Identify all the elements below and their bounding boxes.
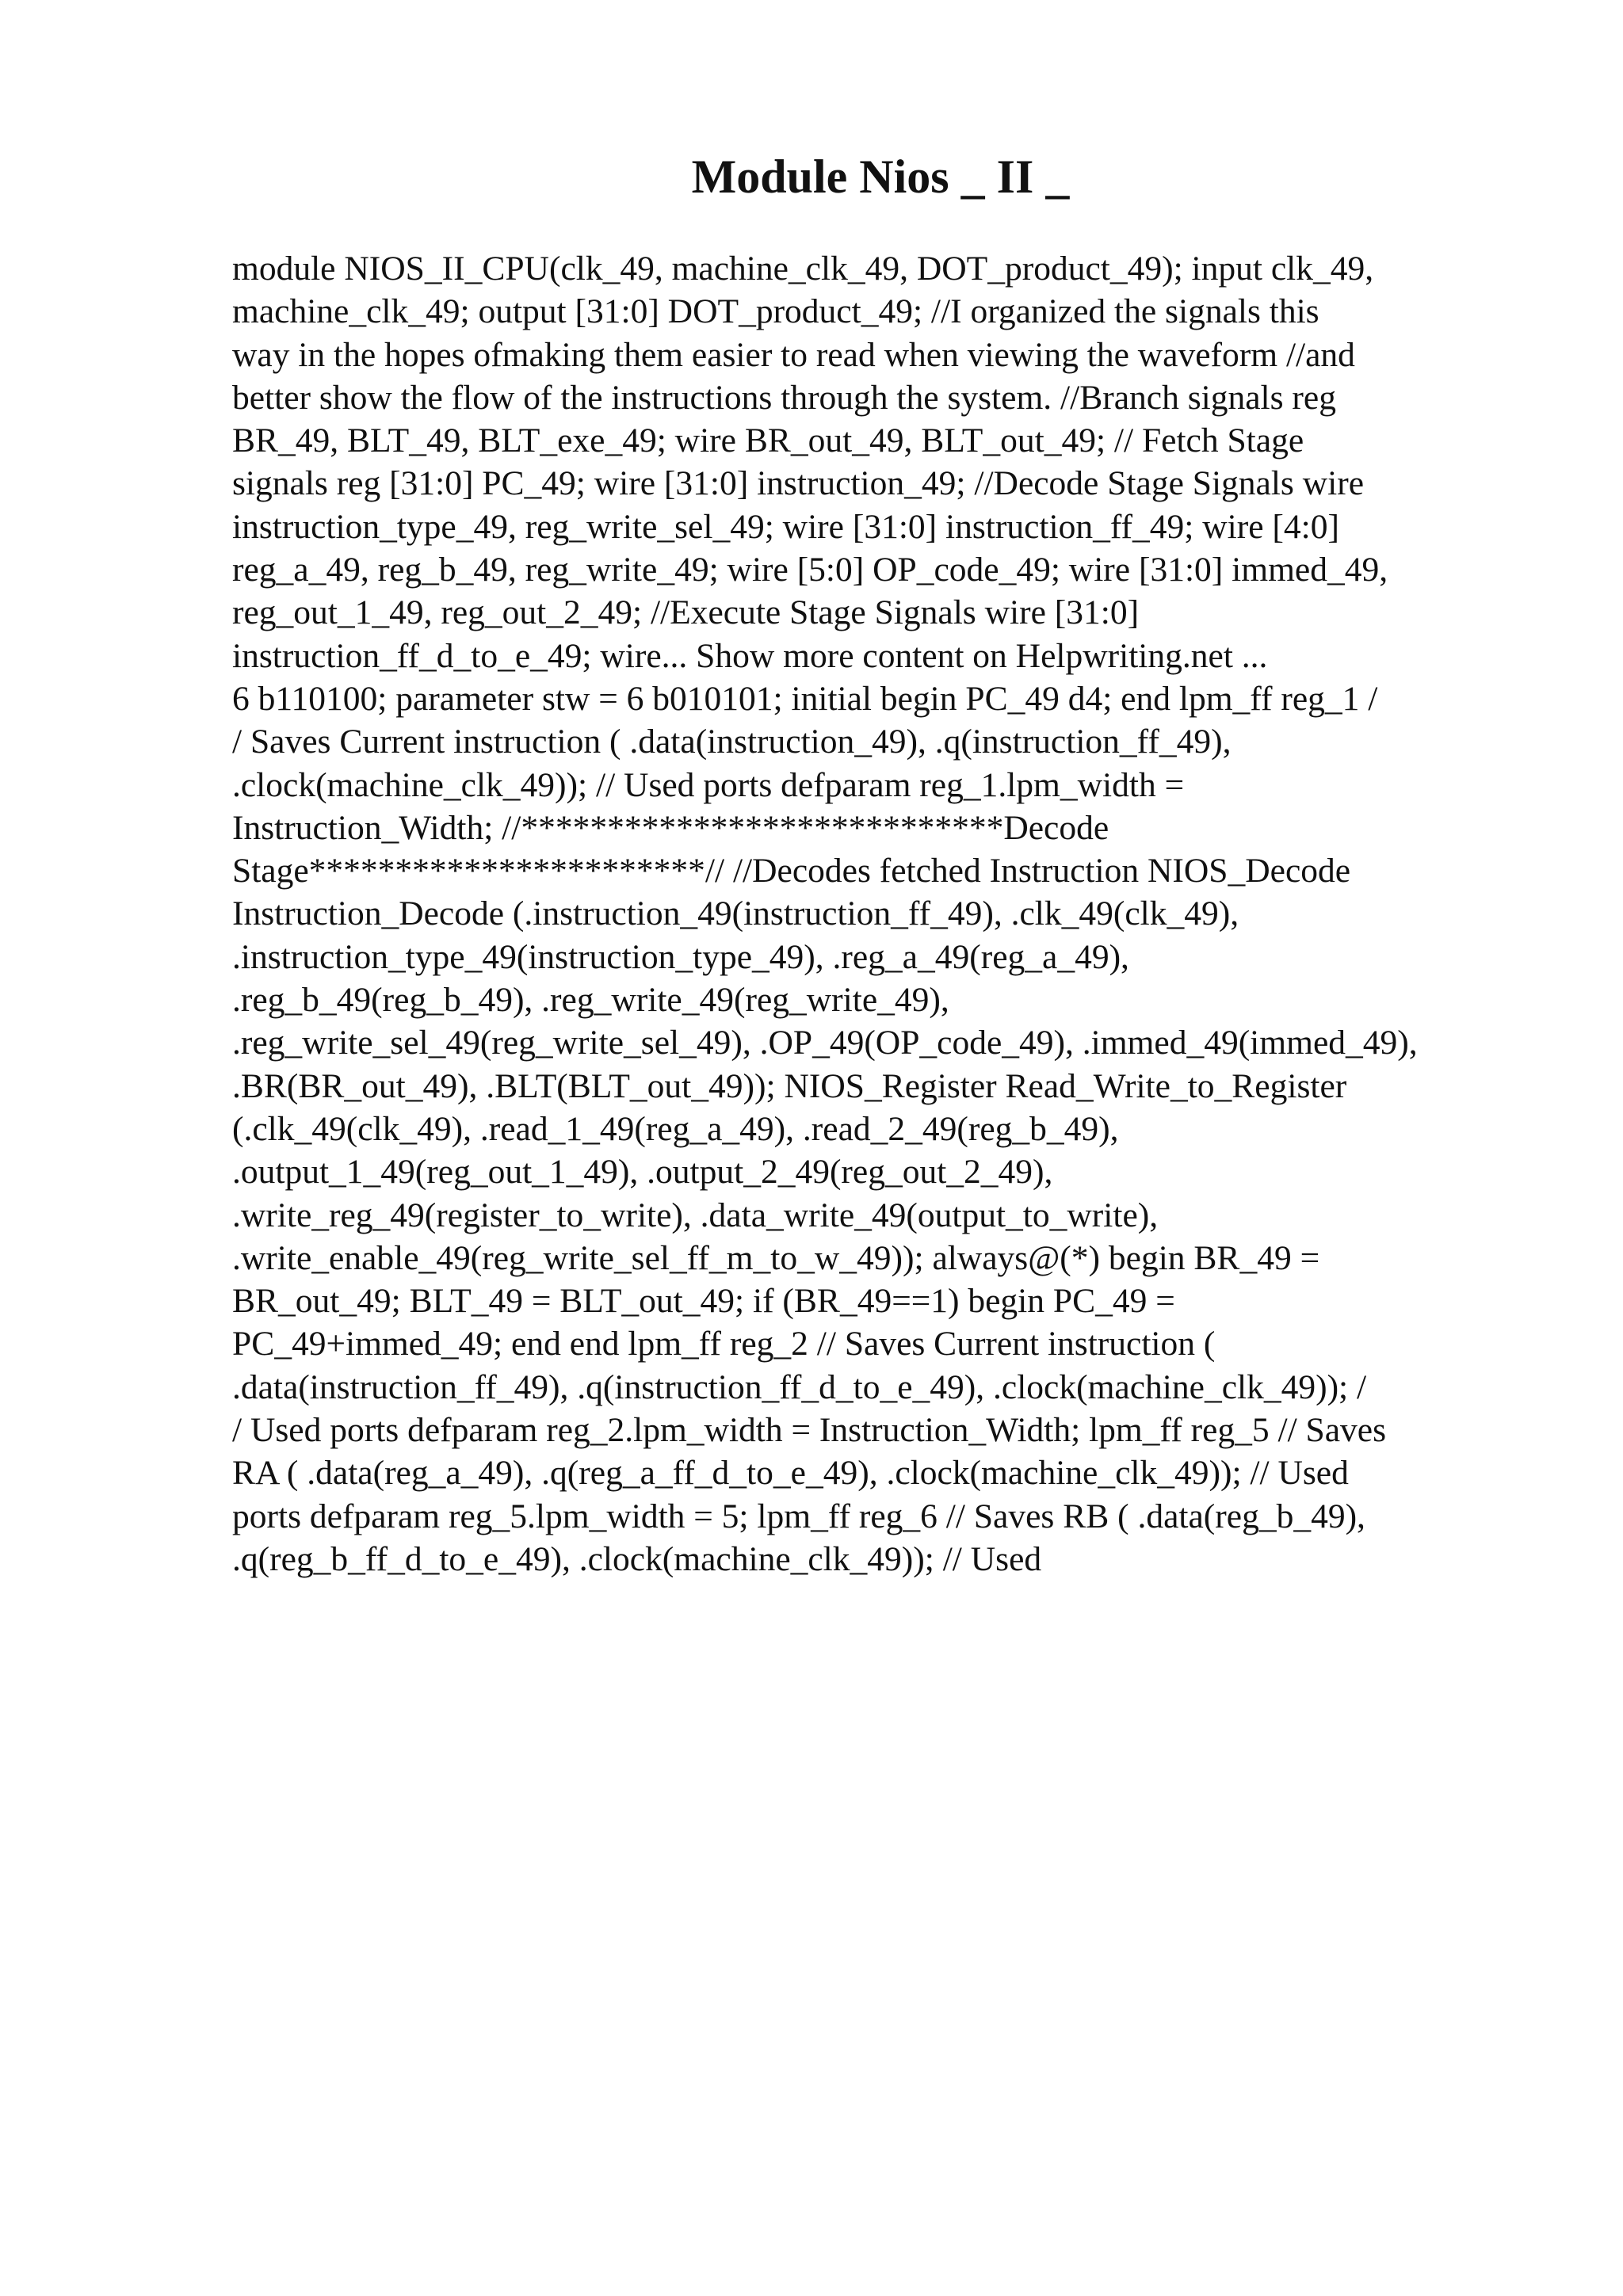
text-line: / Used ports defparam reg_2.lpm_width = Instruction_Width; lpm_ff reg_5 // Saves	[232, 1411, 1387, 1450]
text-line: / Saves Current instruction ( .data(instruction_49), .q(instruction_ff_49),	[232, 723, 1232, 761]
text-line: Instruction_Decode (.instruction_49(instruction_ff_49), .clk_49(clk_49),	[232, 894, 1239, 933]
text-line: BR_out_49; BLT_49 = BLT_out_49; if (BR_49==1) begin PC_49 =	[232, 1282, 1175, 1321]
text-line: Instruction_Width; //****************************Decode	[232, 808, 1109, 847]
text-line: way in the hopes ofmaking them easier to read when viewing the waveform //and	[232, 335, 1355, 374]
text-line: Stage***********************// //Decodes fetched Instruction NIOS_Decode	[232, 852, 1351, 891]
text-line: module NIOS_II_CPU(clk_49, machine_clk_49, DOT_product_49); input clk_49,	[232, 250, 1374, 288]
text-line: 6 b110100; parameter stw = 6 b010101; initial begin PC_49 d4; end lpm_ff reg_1 /	[232, 679, 1378, 718]
text-line: .BR(BR_out_49), .BLT(BLT_out_49)); NIOS_Register Read_Write_to_Register	[232, 1066, 1347, 1105]
body-text	[232, 247, 1516, 1581]
text-line: .write_enable_49(reg_write_sel_ff_m_to_w_49)); always@(*) begin BR_49 =	[232, 1238, 1320, 1277]
text-line: .reg_b_49(reg_b_49), .reg_write_49(reg_write_49),	[232, 981, 949, 1020]
text-line: reg_out_1_49, reg_out_2_49; //Execute Stage Signals wire [31:0]	[232, 593, 1140, 632]
text-line: .instruction_type_49(instruction_type_49), .reg_a_49(reg_a_49),	[232, 937, 1129, 976]
text-line: .output_1_49(reg_out_1_49), .output_2_49(reg_out_2_49),	[232, 1153, 1053, 1192]
text-line: PC_49+immed_49; end end lpm_ff reg_2 // Saves Current instruction (	[232, 1325, 1216, 1363]
text-line: signals reg [31:0] PC_49; wire [31:0] instruction_49; //Decode Stage Signals wire	[232, 464, 1365, 503]
text-line: better show the flow of the instructions through the system. //Branch signals reg	[232, 378, 1336, 417]
text-line: ports defparam reg_5.lpm_width = 5; lpm_ff reg_6 // Saves RB ( .data(reg_b_49),	[232, 1497, 1365, 1535]
text-line: BR_49, BLT_49, BLT_exe_49; wire BR_out_49, BLT_out_49; // Fetch Stage	[232, 421, 1304, 460]
text-line: instruction_type_49, reg_write_sel_49; wire [31:0] instruction_ff_49; wire [4:0]	[232, 507, 1339, 546]
text-line: .clock(machine_clk_49)); // Used ports defparam reg_1.lpm_width =	[232, 765, 1185, 804]
text-line: reg_a_49, reg_b_49, reg_write_49; wire [5:0] OP_code_49; wire [31:0] immed_49,	[232, 551, 1388, 589]
text-line: machine_clk_49; output [31:0] DOT_product_49; //I organized the signals this	[232, 292, 1319, 331]
page-title: Module Nios _ II _	[691, 151, 1070, 203]
text-line: instruction_ff_d_to_e_49; wire... Show more content on Helpwriting.net ...	[232, 636, 1268, 675]
text-line: (.clk_49(clk_49), .read_1_49(reg_a_49), .read_2_49(reg_b_49),	[232, 1109, 1119, 1148]
text-line: .write_reg_49(register_to_write), .data_write_49(output_to_write),	[232, 1196, 1159, 1234]
text-line: .reg_write_sel_49(reg_write_sel_49), .OP_49(OP_code_49), .immed_49(immed_49),	[232, 1024, 1418, 1062]
text-line: .data(instruction_ff_49), .q(instruction_ff_d_to_e_49), .clock(machine_clk_49)); /	[232, 1367, 1367, 1406]
text-line: RA ( .data(reg_a_49), .q(reg_a_ff_d_to_e_49), .clock(machine_clk_49)); // Used	[232, 1454, 1349, 1493]
text-line: .q(reg_b_ff_d_to_e_49), .clock(machine_clk_49)); // Used	[232, 1539, 1042, 1578]
